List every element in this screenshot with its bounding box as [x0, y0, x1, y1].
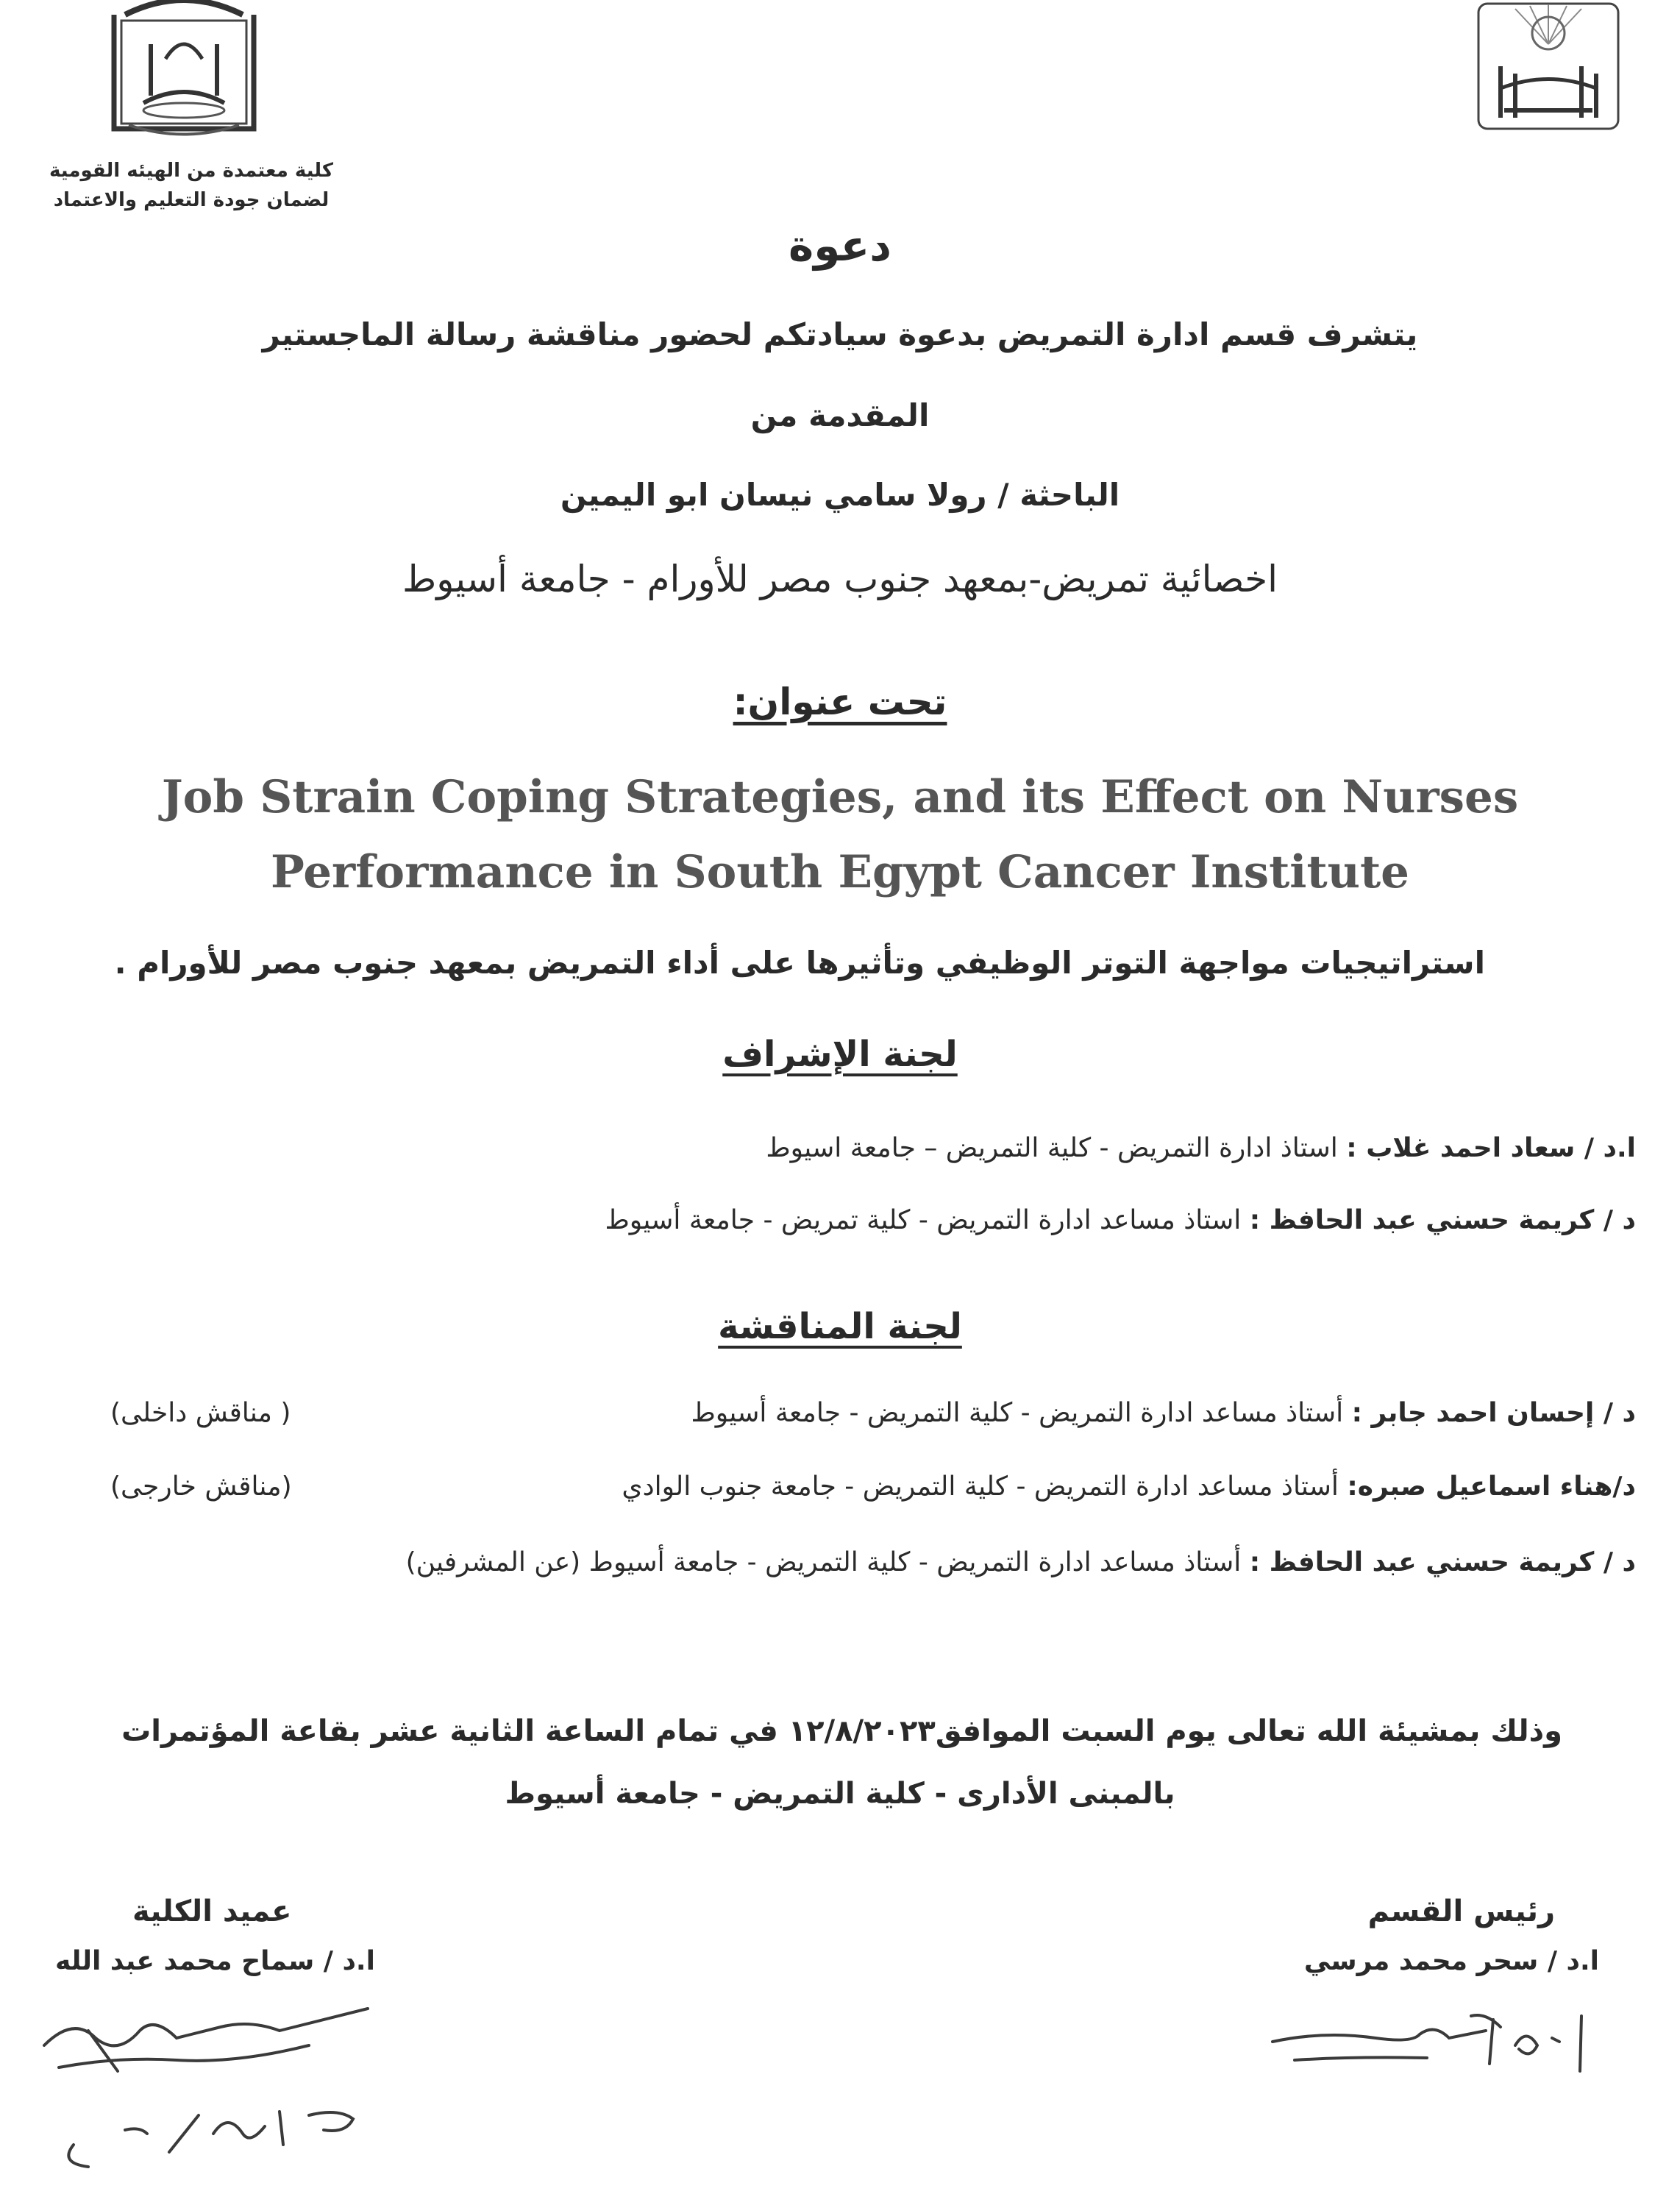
discussion-committee-heading: لجنة المناقشة — [718, 1306, 962, 1347]
supervisor-line — [766, 1133, 1636, 1163]
supervision-committee-heading: لجنة الإشراف — [722, 1034, 958, 1075]
faculty-logo-icon — [99, 0, 268, 147]
examiner-line — [691, 1398, 1637, 1428]
supervisor-role: استاذ مساعد ادارة التمريض - كلية تمريض - جامعة أسيوط — [605, 1205, 1242, 1235]
event-timing-line-2: بالمبنى الأدارى - كلية التمريض - جامعة أسيوط — [505, 1777, 1175, 1811]
examiner-line — [622, 1471, 1636, 1502]
department-head-name: ا.د / سحر محمد مرسي — [1303, 1946, 1599, 1976]
examiner-name: د / إحسان احمد جابر : — [1351, 1398, 1636, 1428]
presented-by: المقدمة من — [750, 397, 930, 433]
supervisor-name: ا.د / سعاد احمد غلاب : — [1346, 1133, 1636, 1163]
event-timing-line-1: وذلك بمشيئة الله تعالى يوم السبت الموافق١٢/٨/٢٠٢٣ في تمام الساعة الثانية عشر بقاعة المؤتمرات — [121, 1714, 1562, 1748]
department-head-title: رئيس القسم — [1367, 1895, 1555, 1928]
thesis-title-en-line-2: Performance in South Egypt Cancer Institute — [271, 846, 1409, 898]
examiner-role: أستاذ مساعد ادارة التمريض - كلية التمريض - جامعة أسيوط — [691, 1398, 1344, 1428]
university-logo-icon — [1471, 0, 1626, 132]
dean-name: ا.د / سماح محمد عبد الله — [55, 1946, 375, 1976]
examiner-name: د/هناء اسماعيل صبره: — [1347, 1471, 1636, 1502]
examiner-line — [406, 1547, 1636, 1577]
department-head-signature-icon — [1265, 1990, 1604, 2093]
examiner-role: أستاذ مساعد ادارة التمريض - كلية التمريض - جامعة جنوب الوادي — [622, 1471, 1339, 1502]
examiner-type-note: (مناقش خارجى) — [110, 1471, 292, 1502]
supervisor-line — [605, 1205, 1636, 1235]
accreditation-statement — [44, 156, 338, 215]
supervisor-role: استاذ ادارة التمريض - كلية التمريض – جامعة اسيوط — [766, 1133, 1338, 1163]
title-label: تحت عنوان: — [733, 681, 947, 723]
examiner-type-note: ( مناقش داخلى) — [110, 1398, 291, 1428]
thesis-title-ar: استراتيجيات مواجهة التوتر الوظيفي وتأثيرها على أداء التمريض بمعهد جنوب مصر للأورام . — [114, 945, 1485, 981]
examiner-role: أستاذ مساعد ادارة التمريض - كلية التمريض - جامعة أسيوط (عن المشرفين) — [405, 1547, 1242, 1577]
examiner-name: د / كريمة حسني عبد الحافظ : — [1249, 1547, 1636, 1577]
accreditation-line-2: لضمان جودة التعليم والاعتماد — [53, 189, 330, 211]
thesis-title-en-line-1: Job Strain Coping Strategies, and its Effect on Nurses — [161, 771, 1519, 823]
accreditation-line-1: كلية معتمدة من الهيئه القومية — [49, 160, 333, 182]
researcher-affiliation: اخصائية تمريض-بمعهد جنوب مصر للأورام - جامعة أسيوط — [402, 558, 1278, 600]
supervisor-name: د / كريمة حسني عبد الحافظ : — [1249, 1205, 1636, 1235]
researcher-name: الباحثة / رولا سامي نيسان ابو اليمين — [560, 477, 1120, 513]
dean-signature-icon — [29, 1987, 412, 2178]
invitation-intro: يتشرف قسم ادارة التمريض بدعوة سيادتكم لحضور مناقشة رسالة الماجستير — [262, 316, 1418, 352]
invitation-heading: دعوة — [789, 221, 891, 271]
dean-title: عميد الكلية — [132, 1895, 292, 1928]
